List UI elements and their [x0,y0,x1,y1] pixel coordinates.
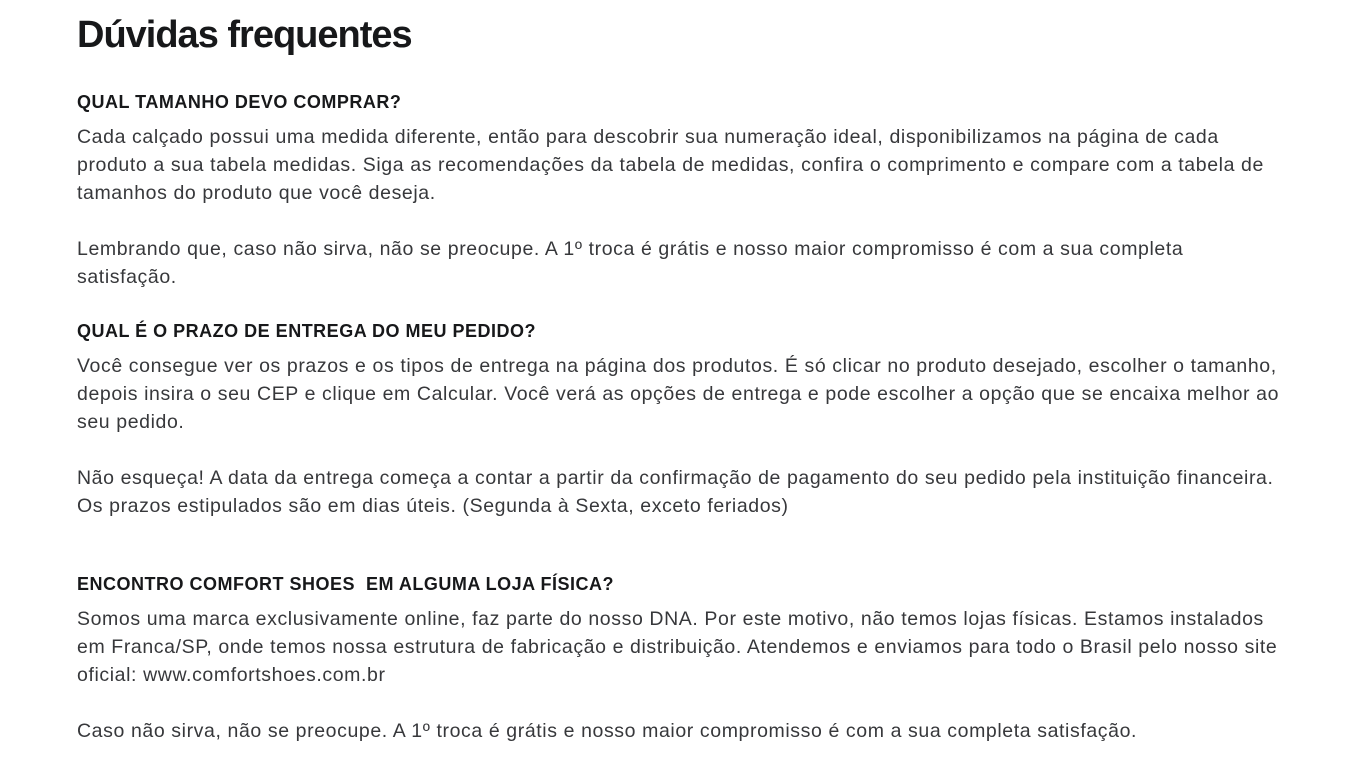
faq-answer-paragraph: Cada calçado possui uma medida diferente, então para descobrir sua numeração ideal, disponibilizamos na página de cada produto a sua tabela medidas. Siga as recomendações da tabela de medidas, confira o comprimento e compare com a tabela de tamanhos do produto que você deseja. [77,126,1264,204]
faq-section [77,90,1285,291]
page-title: Dúvidas frequentes [77,14,412,56]
faq-question: QUAL É O PRAZO DE ENTREGA DO MEU PEDIDO? [77,321,537,341]
faq-answer-paragraph: Você consegue ver os prazos e os tipos de entrega na página dos produtos. É só clicar no produto desejado, escolher o tamanho, depois insira o seu CEP e clique em Calcular. Você verá as opções de entrega e pode escolher a opção que se encaixa melhor ao seu pedido. [77,355,1280,433]
faq-answer-paragraph: Não esqueça! A data da entrega começa a contar a partir da confirmação de pagamento do seu pedido pela instituição financeira. Os prazos estipulados são em dias úteis. (Segunda à Sexta, exceto feriados) [77,467,1274,517]
faq-question: QUAL TAMANHO DEVO COMPRAR? [77,92,402,112]
faq-question: ENCONTRO COMFORT SHOES EM ALGUMA LOJA FÍSICA? [77,574,614,594]
faq-section [77,572,1285,745]
faq-answer-paragraph: Somos uma marca exclusivamente online, faz parte do nosso DNA. Por este motivo, não temos lojas físicas. Estamos instalados em Franca/SP, onde temos nossa estrutura de fabricação e distribuição. Atendemos e enviamos para todo o Brasil pelo nosso site oficial: www.comfortshoes.com.br [77,608,1278,686]
faq-sections [77,90,1285,745]
faq-answer-paragraph: Caso não sirva, não se preocupe. A 1º troca é grátis e nosso maior compromisso é com a sua completa satisfação. [77,720,1138,742]
faq-answer-paragraph: Lembrando que, caso não sirva, não se preocupe. A 1º troca é grátis e nosso maior compromisso é com a sua completa satisfação. [77,238,1184,288]
faq-section [77,319,1285,520]
